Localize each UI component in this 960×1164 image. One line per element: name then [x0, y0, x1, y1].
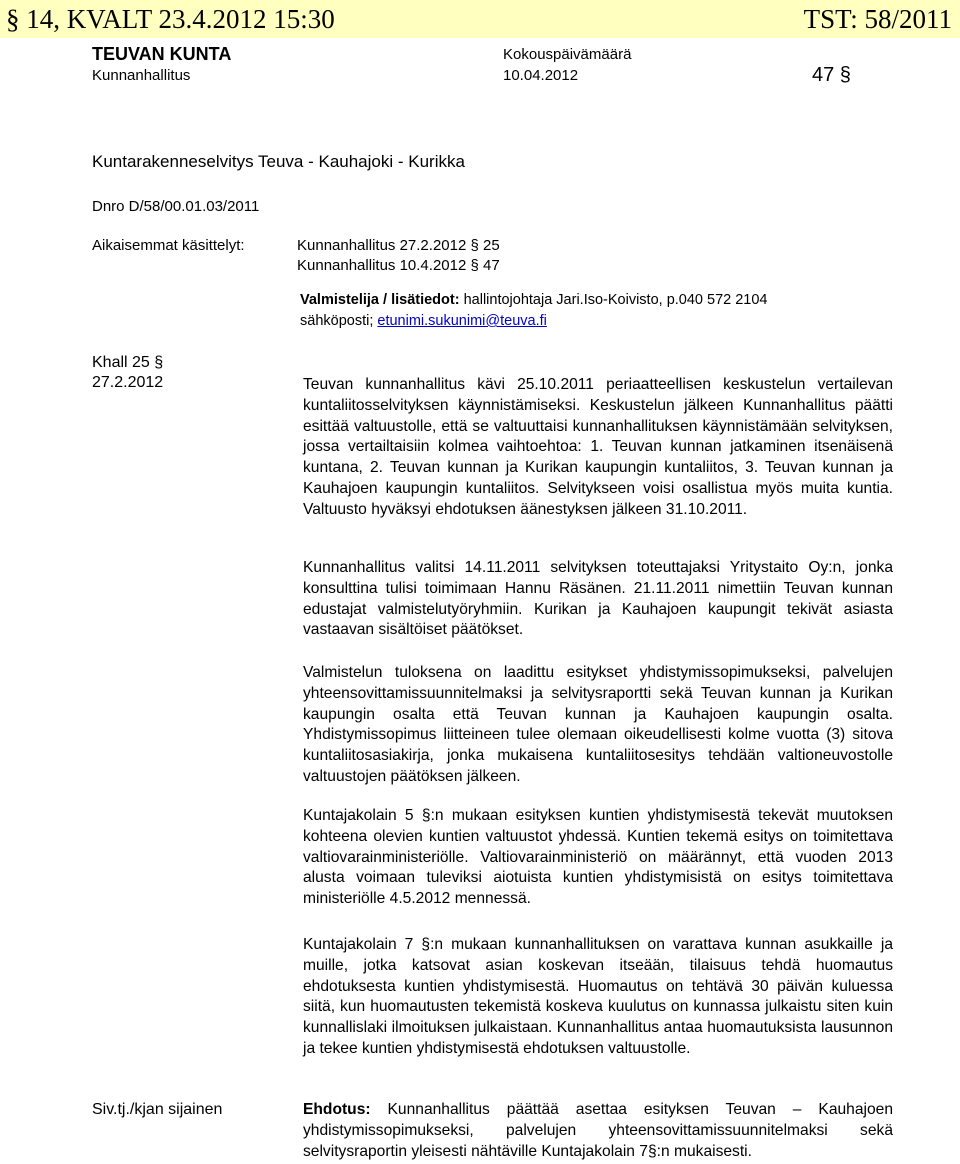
municipality-name: TEUVAN KUNTA: [92, 44, 232, 64]
earlier-handling-item: Kunnanhallitus 27.2.2012 § 25: [297, 237, 500, 254]
meeting-date-label: Kokouspäivämäärä: [503, 46, 632, 63]
proposal-lead: Ehdotus:: [303, 1101, 371, 1118]
paragraph: Kunnanhallitus valitsi 14.11.2011 selvityksen toteuttajaksi Yritystaito Oy:n, jonka konsulttina tulisi toimimaan Hannu Räsänen. 21.11.2011 nimettiin Teuvan kunnan edustajat valmistelutyöryhmiin. Kurikan ja Kauhajoen kaupungit tekivät asiasta vastaavan sisältöiset päätökset.: [303, 559, 893, 639]
preparer-contact: hallintojohtaja Jari.Iso-Koivisto, p.040 572 2104: [459, 292, 768, 308]
paragraph: Kuntajakolain 7 §:n mukaan kunnanhallituksen on varattava kunnan asukkaille ja muille, jotka katsovat asian koskevan itseään, tilaisuus tehdä huomautus ehdotuksesta kuntien yhdistymisestä. Huomautus on tehtävä 30 päivän kuluessa siitä, kun huomautusten tekemistä koskeva kuulutus on kunnassa julkaistu siten kuin kunnallislaki ilmoituksen julkaistaan. Kunnanhallitus antaa huomautuksista lausunnon ja tekee kuntien yhdistymisestä ehdotuksen valtuustolle.: [303, 936, 893, 1057]
preparer-info: [300, 292, 767, 308]
governing-body: Kunnanhallitus: [92, 67, 191, 84]
section-number: 47 §: [812, 64, 851, 86]
proposal-paragraph: [303, 1100, 893, 1162]
earlier-handling-label: Aikaisemmat käsittelyt:: [92, 237, 245, 254]
record-number: Dnro D/58/00.01.03/2011: [92, 198, 260, 215]
earlier-handling-item: Kunnanhallitus 10.4.2012 § 47: [297, 257, 500, 274]
banner-record-number: TST: 58/2011: [803, 4, 952, 34]
reference-date: 27.2.2012: [92, 374, 164, 391]
paragraph: Teuvan kunnanhallitus kävi 25.10.2011 periaatteellisen keskustelun vertailevan kuntaliitosselvityksen käynnistämiseksi. Keskustelun jälkeen Kunnanhallitus päätti esittää valtuustolle, että se valtuuttaisi kunnanhallituksen käynnistämään selvityksen, jossa vertailtaisiin kolmea vaihtoehtoa: 1. Teuvan kunnan jatkaminen itsenäisenä kuntana, 2. Teuvan kunnan ja Kurikan kaupungin kuntaliitos, 3. Teuvan kunnan ja Kauhajoen kaupungin kuntaliitos. Selvitykseen voisi osallistua myös muita kuntia. Valtuusto hyväksyi ehdotuksen äänestyksen jälkeen 31.10.2011.: [303, 376, 893, 518]
paragraph: Kuntajakolain 5 §:n mukaan esityksen kuntien yhdistymisestä tekevät muutoksen kohteena olevien kuntien valtuustot yhdessä. Kuntien tekemä esitys on toimitettava valtiovarainministeriölle. Valtiovarainministeriö on määrännyt, että vuoden 2013 alusta voimaan tuleviksi aiotuista kuntien yhdistymisistä on esitys toimitettava ministeriölle 4.5.2012 mennessä.: [303, 807, 893, 908]
preparer-email-line: [300, 313, 547, 329]
banner-section-date: § 14, KVALT 23.4.2012 15:30: [6, 4, 335, 34]
reference-line: Khall 25 §: [92, 354, 164, 371]
email-label: sähköposti;: [300, 313, 378, 329]
proposal-side-label: Siv.tj./kjan sijainen: [92, 1101, 223, 1118]
preparer-label: Valmistelija / lisätiedot:: [300, 292, 460, 308]
document-banner: [0, 0, 960, 38]
paragraph: Valmistelun tuloksena on laadittu esitykset yhdistymissopimukseksi, palvelujen yhteensovittamissuunnitelmaksi ja selvitysraportti sekä Teuvan kunnan ja Kurikan kaupungin osalta että Teuvan kunnan ja Kauhajoen kaupungin osalta. Yhdistymissopimus liitteineen tulee olemaan oikeudellisesti kolme vuotta (3) sitova kuntaliitosasiakirja, jonka mukaisena kuntaliitosesitys tehdään valtioneuvostolle valtuustojen päätöksen jälkeen.: [303, 664, 893, 785]
meeting-date: 10.04.2012: [503, 67, 579, 84]
proposal-text: Kunnanhallitus päättää asettaa esityksen Teuvan – Kauhajoen yhdistymissopimukseksi, palvelujen yhteensovittamissuunnitelmaksi sekä selvitysraportin yleisesti nähtäville Kuntajakolain 7§:n mukaisesti.: [303, 1101, 893, 1160]
document-title: Kuntarakenneselvitys Teuva - Kauhajoki - Kurikka: [92, 152, 465, 171]
email-link[interactable]: etunimi.sukunimi@teuva.fi: [377, 313, 547, 329]
